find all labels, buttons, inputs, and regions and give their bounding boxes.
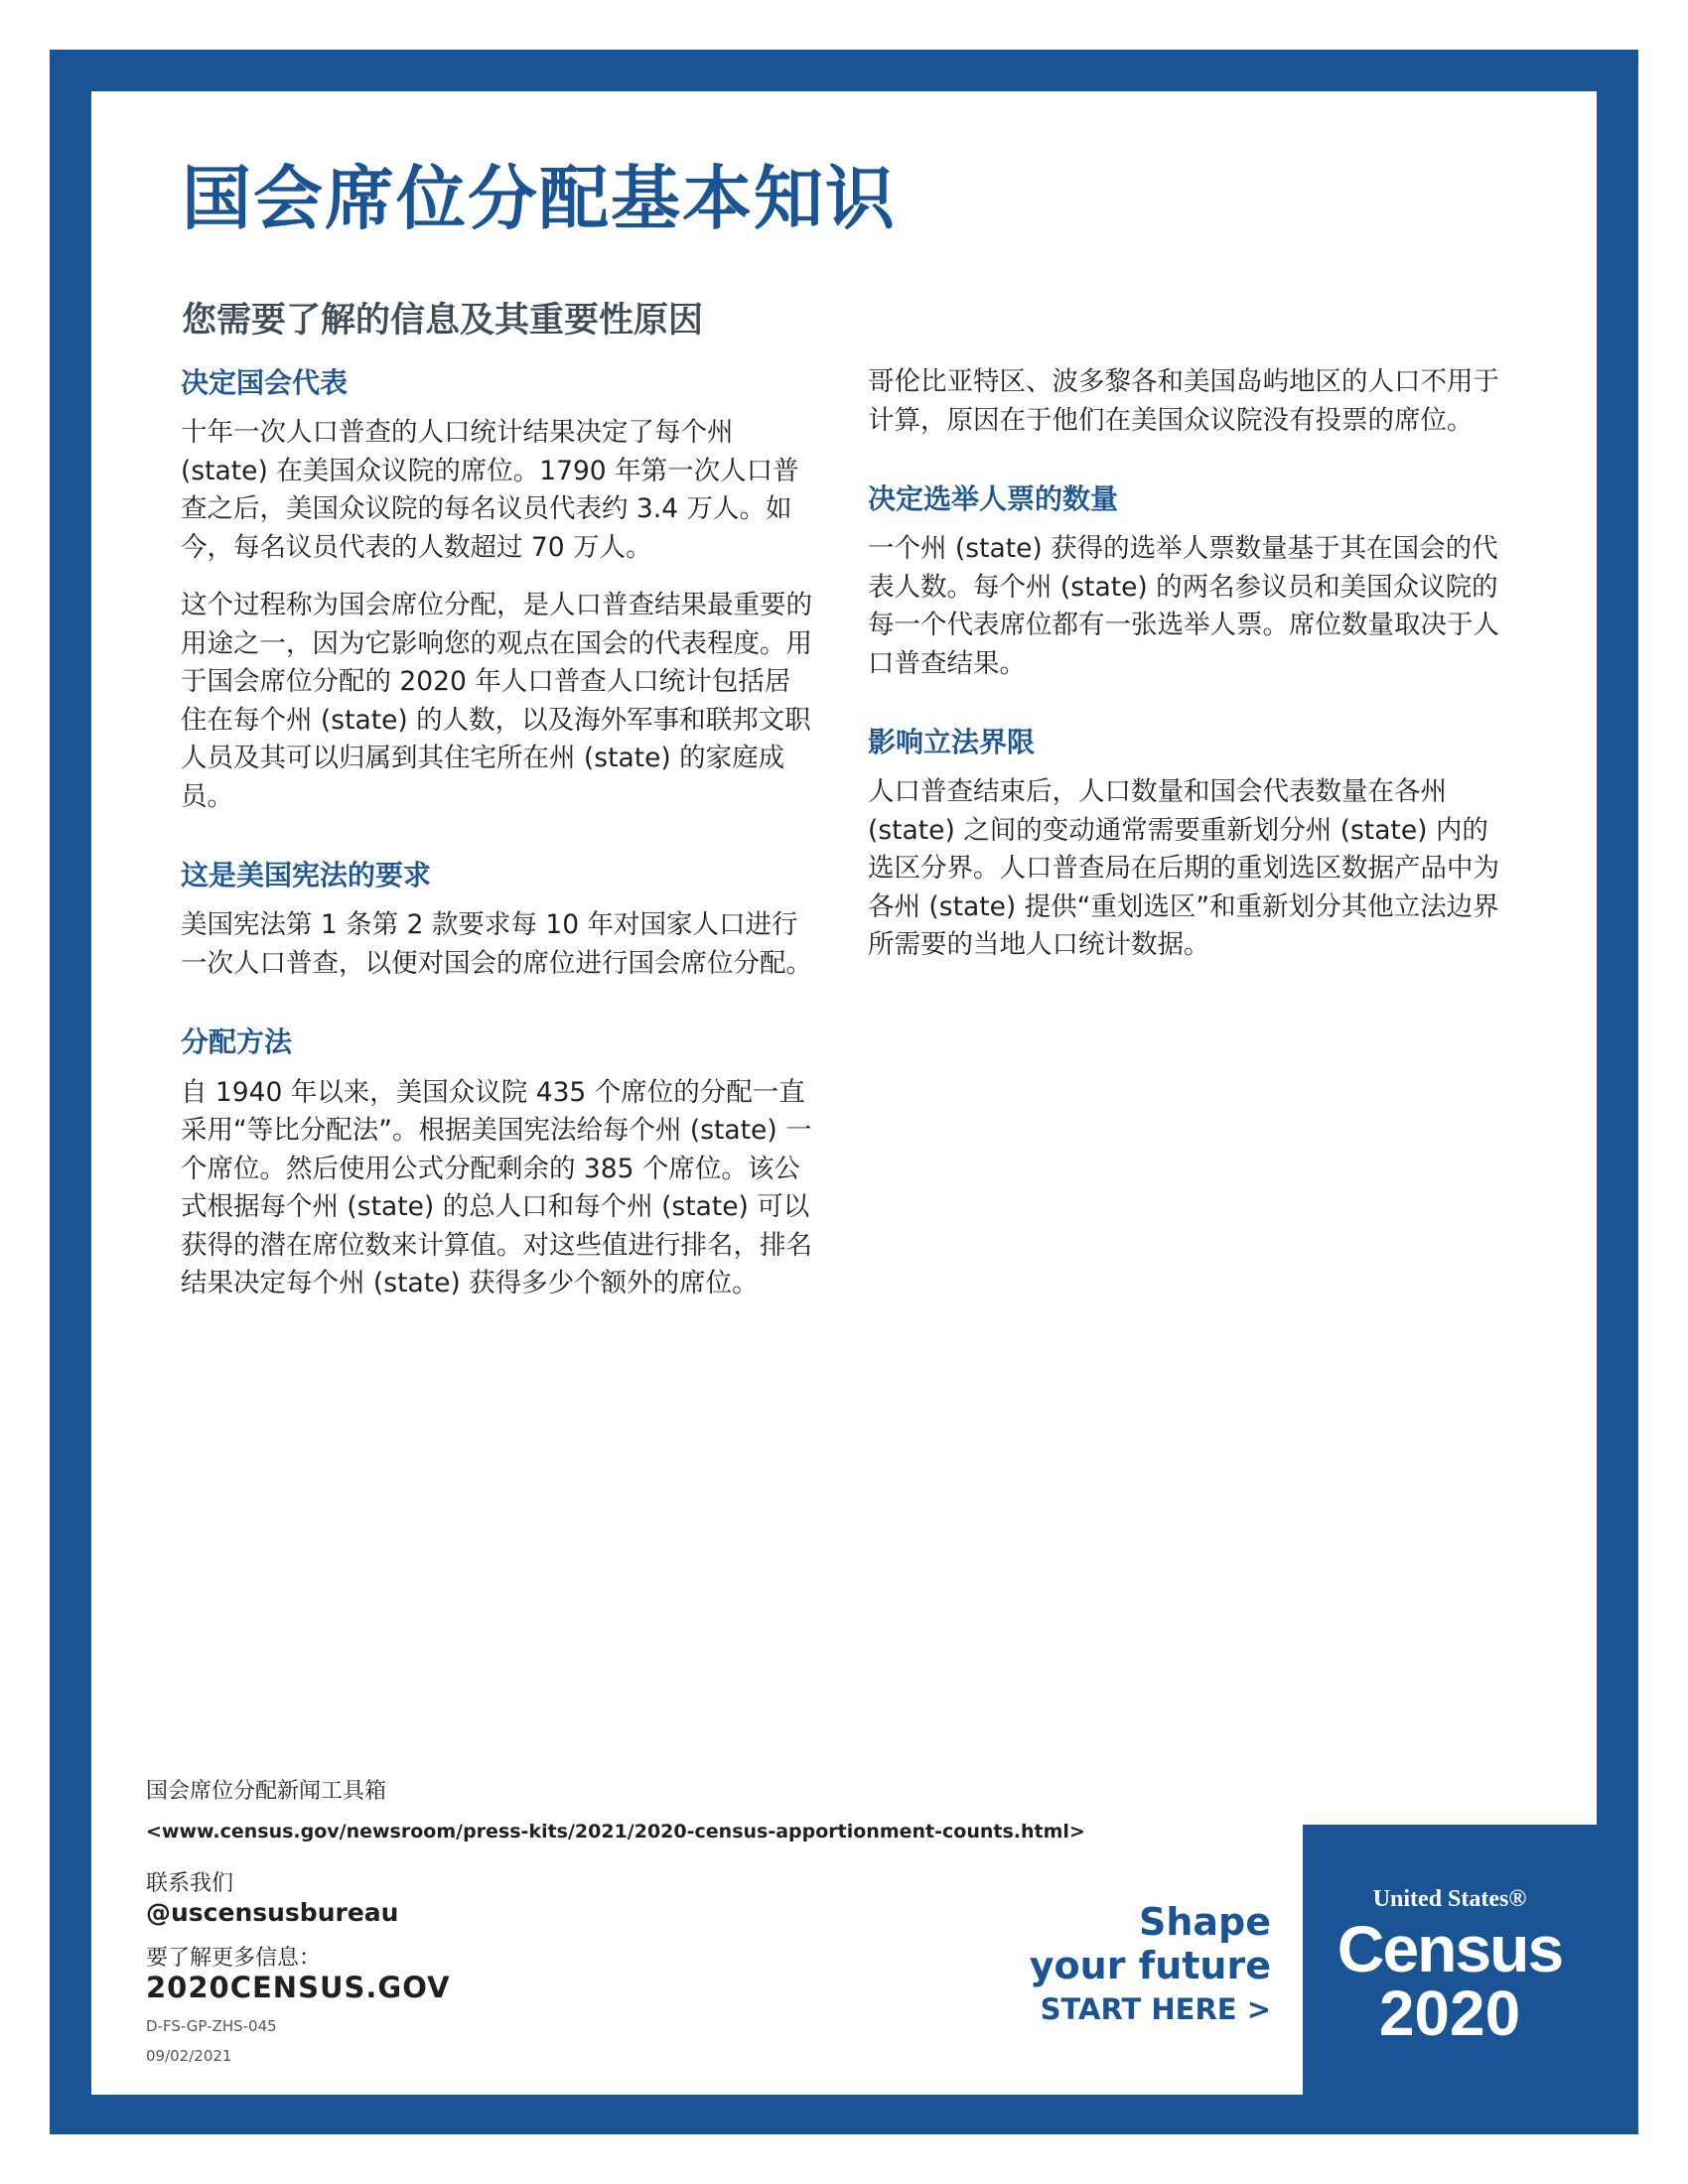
section-heading-method: 分配方法 [181, 1025, 293, 1059]
tagline-line-1: Shape [1138, 1900, 1271, 1944]
more-info-label: 要了解更多信息： [146, 1946, 322, 1971]
census-2020-logo [1303, 1825, 1597, 2134]
section-heading-constitution: 这是美国宪法的要求 [181, 859, 432, 892]
logo-united-states: United States® [1372, 1886, 1527, 1912]
document-date: 09/02/2021 [146, 2047, 232, 2065]
document-code: D-FS-GP-ZHS-045 [146, 2017, 277, 2035]
census-logo-box [1303, 1825, 1597, 2134]
page-title: 国会席位分配基本知识 [182, 158, 897, 239]
left-column [181, 363, 816, 1303]
section-paragraph: 一个州 (state) 获得的选举人票数量基于其在国会的代表人数。每个州 (state) 的两名参议员和美国众议院的每一个代表席位都有一张选举人票。席位数量取决于人口普查结果。 [868, 533, 1499, 679]
tagline [1030, 1900, 1271, 2031]
section-paragraph: 自 1940 年以来，美国众议院 435 个席位的分配一直采用“等比分配法”。根据美国宪法给每个州 (state) 一个席位。然后使用公式分配剩余的 385 个席位。该公式根据每个州 (state) 的总人口和每个州 (state) 可以获得的潜在席位数来计算值。对这些值进行排名，排名结果决定每个州 (state) 获得多少个额外的席位。 [181, 1076, 812, 1299]
section-heading-representation: 决定国会代表 [181, 366, 349, 399]
website-link[interactable]: 2020CENSUS.GOV [146, 1971, 451, 2004]
tagline-line-2: your future [1029, 1944, 1271, 1987]
section-paragraph: 十年一次人口普查的人口统计结果决定了每个州 (state) 在美国众议院的席位。1790 年第一次人口普查之后，美国众议院的每名议员代表约 3.4 万人。如今，每名议员代表的人数超过 70 万人。 [181, 417, 799, 563]
section-paragraph: 这个过程称为国会席位分配，是人口普查结果最重要的用途之一，因为它影响您的观点在国会的代表程度。用于国会席位分配的 2020 年人口普查人口统计包括居住在每个州 (state) 的人数，以及海外军事和联邦文职人员及其可以归属到其住宅所在州 (state) 的家庭成员。 [181, 590, 812, 812]
section-paragraph: 美国宪法第 1 条第 2 款要求每 10 年对国家人口进行一次人口普查，以便对国会的席位进行国会席位分配。 [181, 909, 812, 979]
section-heading-legislative-boundaries: 影响立法界限 [868, 726, 1036, 759]
page-subtitle: 您需要了解的信息及其重要性原因 [182, 301, 704, 341]
logo-year: 2020 [1378, 1978, 1521, 2049]
toolkit-link[interactable]: <www.census.gov/newsroom/press-kits/2021/2020-census-apportionment-counts.html> [146, 1821, 1085, 1843]
social-handle[interactable]: @uscensusbureau [146, 1898, 399, 1927]
logo-census: Census [1336, 1912, 1563, 1985]
contact-label: 联系我们 [146, 1871, 234, 1896]
tagline-line-3: START HERE > [1040, 1992, 1271, 2026]
right-column [868, 363, 1503, 965]
section-heading-electoral-votes: 决定选举人票的数量 [868, 482, 1119, 515]
toolkit-label: 国会席位分配新闻工具箱 [146, 1779, 387, 1804]
section-paragraph: 人口普查结束后，人口数量和国会代表数量在各州 (state) 之间的变动通常需要重新划分州 (state) 内的选区分界。人口普查局在后期的重划选区数据产品中为各州 (state) 提供“重划选区”和重新划分其他立法边界所需要的当地人口统计数据。 [868, 776, 1499, 961]
section-paragraph-continuation: 哥伦比亚特区、波多黎各和美国岛屿地区的人口不用于计算，原因在于他们在美国众议院没有投票的席位。 [868, 366, 1499, 436]
